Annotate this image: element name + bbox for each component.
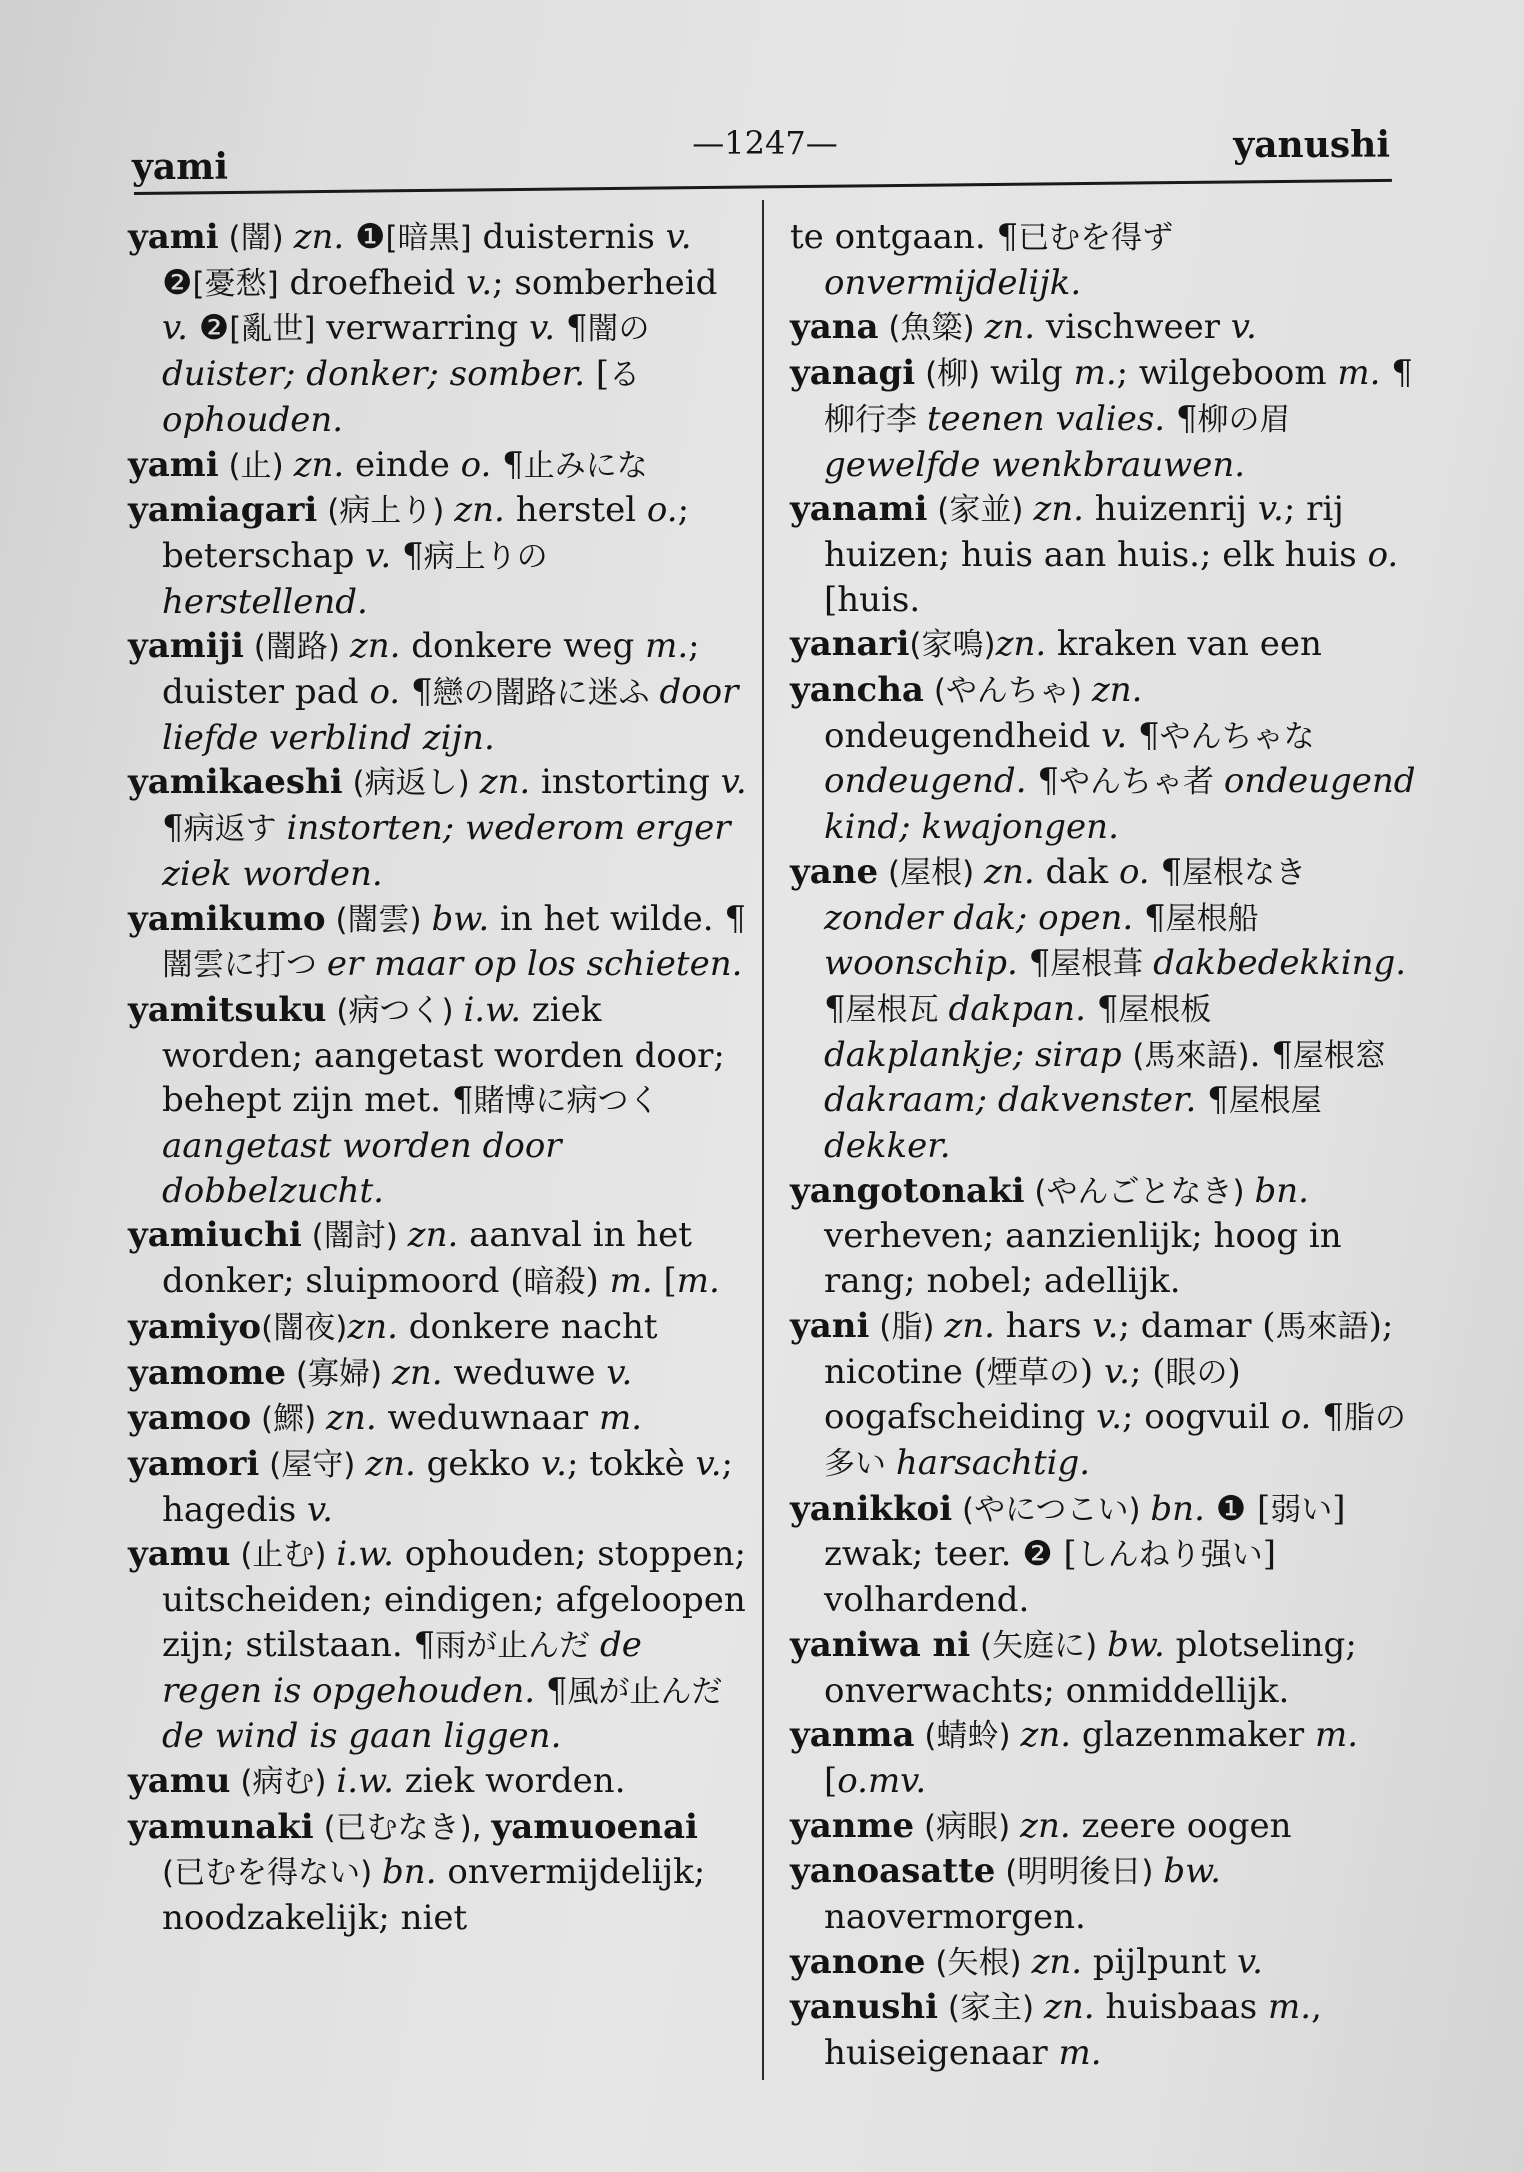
entry-text: (家鳴) <box>909 627 996 664</box>
entry-text: bw. <box>431 898 500 939</box>
entry-text: duister; donker; somber. <box>162 354 586 395</box>
entry-headword: yanami <box>790 489 928 530</box>
entry-text: ❶ [ <box>1215 1488 1271 1529</box>
entry-text: ; oogvuil <box>1122 1397 1281 1438</box>
entry-text: ❶ <box>355 217 386 257</box>
dictionary-entry <box>128 1805 750 1941</box>
entry-text: 已むを得ず <box>1018 220 1174 256</box>
entry-text: (病む) <box>230 1763 337 1800</box>
entry-text: 柳の眉 <box>1197 401 1291 438</box>
entry-text: m. <box>609 1261 653 1302</box>
entry-text: zn. <box>293 217 356 257</box>
entry-text: einde <box>355 444 461 485</box>
entry-text: ¶ <box>565 308 588 349</box>
entry-text: ; wilgeboom <box>1116 353 1338 394</box>
entry-text: ; hagedis <box>162 1443 733 1530</box>
entry-headword: yamu <box>128 1534 231 1575</box>
entry-text: zn. <box>347 1306 409 1347</box>
entry-text: ; somberheid <box>492 262 718 303</box>
entry-text: v. <box>162 308 199 349</box>
dictionary-entry <box>128 1532 750 1759</box>
entry-text: 病返す <box>183 811 287 848</box>
entry-text: ¶ <box>1096 988 1119 1029</box>
entry-text: bw. <box>1107 1624 1176 1665</box>
entry-text: 病上りの <box>423 538 548 575</box>
entry-text: [憂愁] <box>192 265 279 302</box>
entry-text: v. <box>665 217 692 257</box>
entry-text: ; duister pad <box>162 626 700 713</box>
entry-text: m. <box>676 1261 720 1302</box>
entry-text: de regen is opgehouden. <box>162 1624 642 1711</box>
entry-text: (屋守) <box>259 1446 366 1483</box>
dictionary-entry <box>790 1487 1418 1623</box>
dictionary-entry <box>128 1442 750 1532</box>
entry-text: zn. <box>349 626 412 667</box>
entry-text: in het wilde. ¶ <box>499 898 747 939</box>
entry-text: v. <box>541 1443 567 1484</box>
entry-text: ) <box>1079 1351 1104 1392</box>
entry-text: v. <box>1236 1941 1263 1982</box>
entry-headword: yami <box>128 217 219 257</box>
entry-headword: yanikkoi <box>790 1488 953 1529</box>
entry-text: (已むを得ない) <box>162 1855 383 1892</box>
page-number: —1247— <box>692 124 838 162</box>
entry-text: . ¶ <box>1249 1034 1293 1075</box>
entry-text: i.w. <box>336 1760 405 1801</box>
entry-text: (家主) <box>938 1990 1044 2027</box>
entry-text: zn. <box>1043 1987 1106 2028</box>
entry-text: v. <box>1104 1351 1130 1392</box>
entry-text: i.w. <box>336 1534 405 1575</box>
entry-text: ) oogafscheiding <box>824 1351 1241 1438</box>
dictionary-entry <box>128 215 750 443</box>
entry-headword: yamiji <box>128 626 244 667</box>
entry-text: [暗黒] <box>385 220 472 256</box>
entry-headword: yamunaki <box>128 1806 314 1847</box>
entry-headword: yancha <box>790 670 924 711</box>
entry-text: ; damar ( <box>1118 1305 1276 1346</box>
entry-text: v. <box>1230 307 1257 348</box>
entry-text: zn. <box>1091 670 1143 711</box>
entry-text: zn. <box>407 1215 470 1256</box>
entry-text: o. <box>1367 534 1399 575</box>
entry-text: m. <box>1337 353 1392 394</box>
dictionary-entry <box>128 1305 750 1351</box>
entry-text: onvermijdelijk. <box>824 262 1082 303</box>
dictionary-entry <box>790 1623 1418 1713</box>
dictionary-entry <box>790 305 1418 351</box>
entry-headword: yanma <box>790 1715 915 1756</box>
entry-text: 煙草の <box>986 1354 1080 1391</box>
entry-text: wilg <box>990 353 1074 394</box>
entry-text: m. <box>645 626 689 667</box>
entry-text: 屋根板 <box>1118 991 1212 1028</box>
entry-text: [huis. <box>824 579 921 620</box>
dictionary-entry <box>790 1713 1418 1803</box>
entry-text: ¶ <box>1175 398 1198 439</box>
entry-text: 風が止んだ <box>567 1673 723 1710</box>
entry-headword: yamiyo <box>128 1306 262 1347</box>
entry-text: ¶ <box>502 444 524 485</box>
entry-text: ziek worden; aangetast worden door; behept zijn met. ¶ <box>162 989 725 1121</box>
entry-text: v. <box>466 262 493 303</box>
entry-text: zn. <box>1031 1941 1093 1982</box>
entry-text: huizenrij <box>1094 489 1258 530</box>
dictionary-entry <box>128 443 750 489</box>
dictionary-entry <box>790 622 1418 668</box>
entry-text: aangetast worden door dobbelzucht. <box>162 1126 562 1211</box>
entry-text: o. <box>1118 851 1161 892</box>
entry-text: ophouden; stoppen; uitscheiden; eindigen; afgeloopen zijn; stilstaan. ¶ <box>162 1534 746 1665</box>
entry-text: v. <box>695 1443 722 1484</box>
entry-text: 闇の <box>587 311 650 348</box>
entry-text: (病つく) <box>326 992 464 1029</box>
dictionary-entry <box>790 1169 1418 1304</box>
entry-text: ¶ <box>1160 851 1183 892</box>
entry-text: , huiseigenaar <box>824 1987 1322 2074</box>
entry-headword: yamikumo <box>128 898 326 939</box>
entry-text: ; tokkè <box>566 1443 696 1484</box>
entry-text: bn. <box>1150 1488 1216 1529</box>
entry-text: door liefde verblind zijn. <box>162 672 739 758</box>
entry-text: duisternis <box>471 217 666 257</box>
dictionary-entry <box>128 760 750 896</box>
entry-headword: yamoo <box>128 1398 252 1439</box>
entry-text: v. <box>529 308 566 349</box>
entry-headword: yamu <box>128 1760 231 1801</box>
entry-text: o. <box>369 672 411 713</box>
entry-text: ¶ <box>1207 1080 1229 1121</box>
dictionary-entry <box>790 215 1418 305</box>
entry-text: instorten; wederom erger ziek worden. <box>162 808 731 894</box>
entry-text: gekko <box>426 1443 541 1484</box>
entry-text: 屋根窓 <box>1292 1037 1386 1074</box>
entry-headword: yanoasatte <box>790 1851 996 1892</box>
entry-text: (闇討) <box>301 1218 408 1255</box>
entry-text: 屋根船 <box>1165 900 1259 937</box>
entry-text: dakpan. <box>948 988 1097 1029</box>
entry-text: 闇雲に打つ <box>162 947 327 984</box>
entry-text: vischweer <box>1045 307 1231 348</box>
entry-text: ¶ <box>1037 761 1059 802</box>
entry-text: v. <box>306 1489 333 1530</box>
entry-text: 柳行李 <box>824 401 927 438</box>
entry-text: pijlpunt <box>1092 1941 1237 1982</box>
entry-text: v. <box>1257 489 1284 530</box>
running-head-right: yanushi <box>1233 124 1390 166</box>
entry-text: ziek worden. <box>404 1760 626 1801</box>
entry-text: (矢庭に) <box>970 1627 1108 1664</box>
entry-text: weduwe <box>453 1352 607 1393</box>
entry-text: zn. <box>365 1443 427 1484</box>
entry-text: zn. <box>454 490 516 531</box>
entry-text: zonder dak; open. <box>824 897 1144 938</box>
entry-text: ondeugend. <box>824 761 1038 802</box>
entry-text: (病眼) <box>914 1808 1021 1845</box>
entry-text: teenen valies. <box>926 398 1176 439</box>
entry-text: droefheid <box>278 262 467 303</box>
entry-text: dekker. <box>824 1126 951 1167</box>
entry-text: instorting <box>541 762 721 803</box>
entry-text: (止) <box>218 447 294 484</box>
entry-headword: yamiuchi <box>128 1215 302 1256</box>
entry-text: m. <box>1268 1987 1312 2028</box>
entry-text: (闇夜) <box>261 1309 348 1346</box>
entry-text: やんちゃな <box>1159 718 1315 755</box>
entry-text: (明明後日) <box>995 1854 1164 1891</box>
entry-text: 賭博に病つく <box>473 1083 660 1120</box>
entry-text: v. <box>365 535 402 576</box>
entry-text: ; beterschap <box>162 490 690 576</box>
entry-text: ❷ <box>162 262 193 303</box>
entry-headword: yamome <box>128 1352 287 1393</box>
entry-text: v. <box>1096 1397 1123 1438</box>
entry-text: plotseling; onverwachts; onmiddellijk. <box>824 1624 1357 1711</box>
entry-text: ¶ <box>1137 715 1160 756</box>
entry-text: zn. <box>1020 1805 1082 1846</box>
entry-text: [ <box>652 1261 677 1302</box>
entry-text: m. <box>1058 2033 1102 2074</box>
entry-text: aanval in het donker; sluipmoord ( <box>162 1215 692 1302</box>
entry-text: harsachtig. <box>895 1442 1091 1483</box>
entry-headword: yamuoenai <box>491 1806 698 1847</box>
entry-headword: yamori <box>128 1443 260 1484</box>
dictionary-entry <box>790 1804 1418 1850</box>
entry-text: (蜻蛉) <box>914 1718 1021 1755</box>
entry-text: [亂世] <box>229 311 316 348</box>
entry-text: donkere nacht <box>408 1306 658 1347</box>
entry-headword: yanagi <box>790 353 916 394</box>
entry-text: 暗殺 <box>523 1264 586 1301</box>
right-column <box>790 215 1418 2076</box>
entry-headword: yani <box>790 1305 870 1346</box>
entry-text: (矢根) <box>925 1944 1032 1981</box>
entry-headword: yanushi <box>790 1987 939 2028</box>
entry-text: verheven; aanzienlijk; hoog in rang; nobel; adellijk. <box>824 1216 1342 1302</box>
entry-headword: yana <box>790 307 879 348</box>
entry-text: ; rij huizen; huis aan huis.; elk huis <box>824 489 1368 575</box>
entry-text: zn. <box>984 307 1046 348</box>
dictionary-entry <box>790 850 1418 1169</box>
running-head-left: yami <box>132 146 229 188</box>
entry-text: m. <box>598 1398 643 1439</box>
dictionary-entry <box>790 1940 1418 1986</box>
entry-headword: yamitsuku <box>128 989 327 1030</box>
entry-text: verwarring <box>315 308 530 349</box>
entry-text: glazenmaker <box>1081 1715 1315 1756</box>
dictionary-entry <box>790 1849 1418 1939</box>
entry-text: ¶ <box>401 535 424 576</box>
entry-text: ); nicotine ( <box>824 1305 1394 1392</box>
entry-headword: yanme <box>790 1805 915 1846</box>
entry-text: (止む) <box>230 1537 337 1574</box>
entry-text: 馬來語 <box>1275 1308 1369 1345</box>
entry-text: ¶ <box>824 988 846 1029</box>
entry-text: zn. <box>326 1398 388 1439</box>
entry-text: de wind is gaan liggen. <box>162 1716 562 1757</box>
entry-text: 弱い <box>1270 1491 1333 1528</box>
entry-text: (脂) <box>869 1308 945 1345</box>
entry-text: dakbedekking. <box>1153 943 1407 984</box>
entry-headword: yane <box>790 851 879 892</box>
entry-text: onvermijdelijk; noodzakelijk; niet <box>162 1852 706 1939</box>
entry-text: hars <box>1005 1305 1093 1346</box>
entry-text: (魚簗) <box>878 310 985 347</box>
entry-text: ¶ <box>162 808 184 849</box>
entry-text: (闇雲) <box>325 901 432 938</box>
dictionary-entry <box>790 487 1418 622</box>
entry-text: ¶ <box>1028 943 1051 984</box>
dictionary-entry <box>128 1759 750 1805</box>
entry-text: 屋根瓦 <box>845 991 949 1028</box>
entry-headword: yamiagari <box>128 490 318 531</box>
entry-text: m. <box>1315 1715 1359 1756</box>
dictionary-entry <box>128 988 750 1214</box>
left-column <box>128 215 750 1941</box>
entry-text: ¶ <box>1322 1397 1344 1438</box>
entry-text: ondeugendheid <box>824 715 1102 756</box>
entry-text: zn. <box>293 444 356 485</box>
entry-text: 止みにな <box>523 447 648 484</box>
dictionary-entry <box>128 1213 750 1304</box>
entry-text: herstel <box>515 490 647 531</box>
entry-text: zn. <box>479 762 542 803</box>
entry-text: bn. <box>1254 1170 1309 1211</box>
entry-headword: yanari <box>790 624 910 665</box>
entry-text: bw. <box>1163 1851 1221 1892</box>
entry-text: herstellend. <box>162 581 368 622</box>
dictionary-entry <box>790 1985 1418 2075</box>
entry-text: donkere weg <box>411 626 646 667</box>
entry-text: i.w. <box>463 989 532 1030</box>
entry-text: gewelfde wenkbrauwen. <box>824 444 1246 485</box>
entry-text: (病返し) <box>342 765 480 802</box>
entry-text: ¶ <box>410 672 433 713</box>
entry-text: [ <box>824 1760 838 1801</box>
dictionary-entry <box>790 668 1418 850</box>
entry-text: ondeugend kind; kwajongen. <box>824 761 1416 848</box>
entry-text: v. <box>1092 1305 1119 1346</box>
entry-text: やんちゃ者 <box>1058 764 1224 801</box>
entry-text: ) <box>585 1261 610 1302</box>
entry-text: ¶ <box>1391 353 1413 394</box>
entry-headword: yangotonaki <box>790 1170 1025 1211</box>
entry-text: [ <box>585 354 610 395</box>
entry-text: zn. <box>1020 1715 1082 1756</box>
entry-text: dak <box>1045 851 1119 892</box>
entry-text: zn. <box>944 1305 1006 1346</box>
dictionary-entry <box>128 1396 750 1442</box>
dictionary-entry <box>790 1304 1418 1487</box>
entry-headword: yanone <box>790 1941 926 1982</box>
entry-text: dakraam; dakvenster. <box>824 1080 1208 1121</box>
entry-text: ophouden. <box>162 399 344 440</box>
dictionary-entry <box>128 1351 750 1397</box>
entry-text: (馬來語) <box>1132 1037 1250 1074</box>
entry-text: (病上り) <box>317 493 455 530</box>
entry-text: (闇) <box>218 220 294 256</box>
entry-text: zeere oogen <box>1081 1805 1292 1846</box>
entry-text: bn. <box>382 1852 448 1893</box>
entry-text: 眼の <box>1165 1354 1228 1391</box>
entry-text: (鰥) <box>251 1401 327 1438</box>
entry-text: (屋根) <box>878 854 985 891</box>
entry-text: (家並) <box>927 492 1034 529</box>
entry-text: る <box>609 357 641 394</box>
entry-text: o. <box>460 444 503 485</box>
dictionary-entry <box>790 351 1418 487</box>
entry-text: o. <box>646 490 678 531</box>
entry-text: v. <box>1101 715 1138 756</box>
entry-text: ¶ <box>545 1670 568 1711</box>
entry-text: naovermorgen. <box>824 1897 1086 1938</box>
entry-text: zn. <box>984 851 1046 892</box>
entry-text: zn. <box>391 1352 454 1393</box>
entry-text: ❷ <box>198 308 230 349</box>
column-divider <box>762 200 764 2080</box>
entry-text: 屋根葺 <box>1050 946 1154 983</box>
entry-text: weduwnaar <box>387 1398 599 1439</box>
entry-headword: yaniwa ni <box>790 1624 971 1665</box>
entry-text: 脂の多い <box>824 1400 1406 1482</box>
entry-text: ] zwak; teer. ❷ [ <box>824 1488 1346 1575</box>
entry-text: (已むなき), <box>313 1809 492 1846</box>
entry-text: woonschip. <box>824 943 1029 984</box>
dictionary-entry <box>128 897 750 988</box>
entry-headword: yami <box>128 444 219 485</box>
entry-text: 戀の闇路に迷ふ <box>432 675 660 712</box>
dictionary-entry <box>128 624 750 760</box>
entry-text: ¶ <box>1144 897 1166 938</box>
entry-text: zn. <box>1033 489 1095 530</box>
entry-text: (やんちゃ) <box>923 673 1092 710</box>
entry-text: v. <box>606 1352 633 1393</box>
entry-text: (柳) <box>915 356 991 393</box>
header-rule <box>134 179 1392 195</box>
entry-text: 屋根なき <box>1182 854 1307 891</box>
entry-headword: yamikaeshi <box>128 762 343 803</box>
entry-text: (寡婦) <box>286 1355 392 1392</box>
entry-text: (闇路) <box>243 629 350 666</box>
entry-text: zn. <box>995 624 1058 665</box>
entry-text: o. <box>1280 1397 1323 1438</box>
entry-text: er maar op los schieten. <box>326 944 743 985</box>
entry-text: 雨が止んだ <box>435 1627 601 1664</box>
entry-text: ; ( <box>1129 1351 1166 1392</box>
entry-text: しんねり强い <box>1076 1537 1263 1574</box>
entry-text: 屋根屋 <box>1228 1083 1322 1120</box>
entry-text: o.mv. <box>837 1760 927 1801</box>
entry-text: m. <box>1073 353 1117 394</box>
entry-text: ] volhardend. <box>824 1534 1277 1621</box>
entry-text: v. <box>720 762 747 803</box>
dictionary-entry <box>128 488 750 624</box>
entry-text: te ontgaan. ¶ <box>790 217 1019 257</box>
entry-text: (やにつこい) <box>952 1491 1151 1528</box>
entry-text: (やんごとなき) <box>1024 1173 1255 1210</box>
entry-text: kraken van een <box>1057 624 1322 665</box>
entry-text: dakplankje; sirap <box>824 1034 1133 1075</box>
entry-text: huisbaas <box>1105 1987 1269 2028</box>
